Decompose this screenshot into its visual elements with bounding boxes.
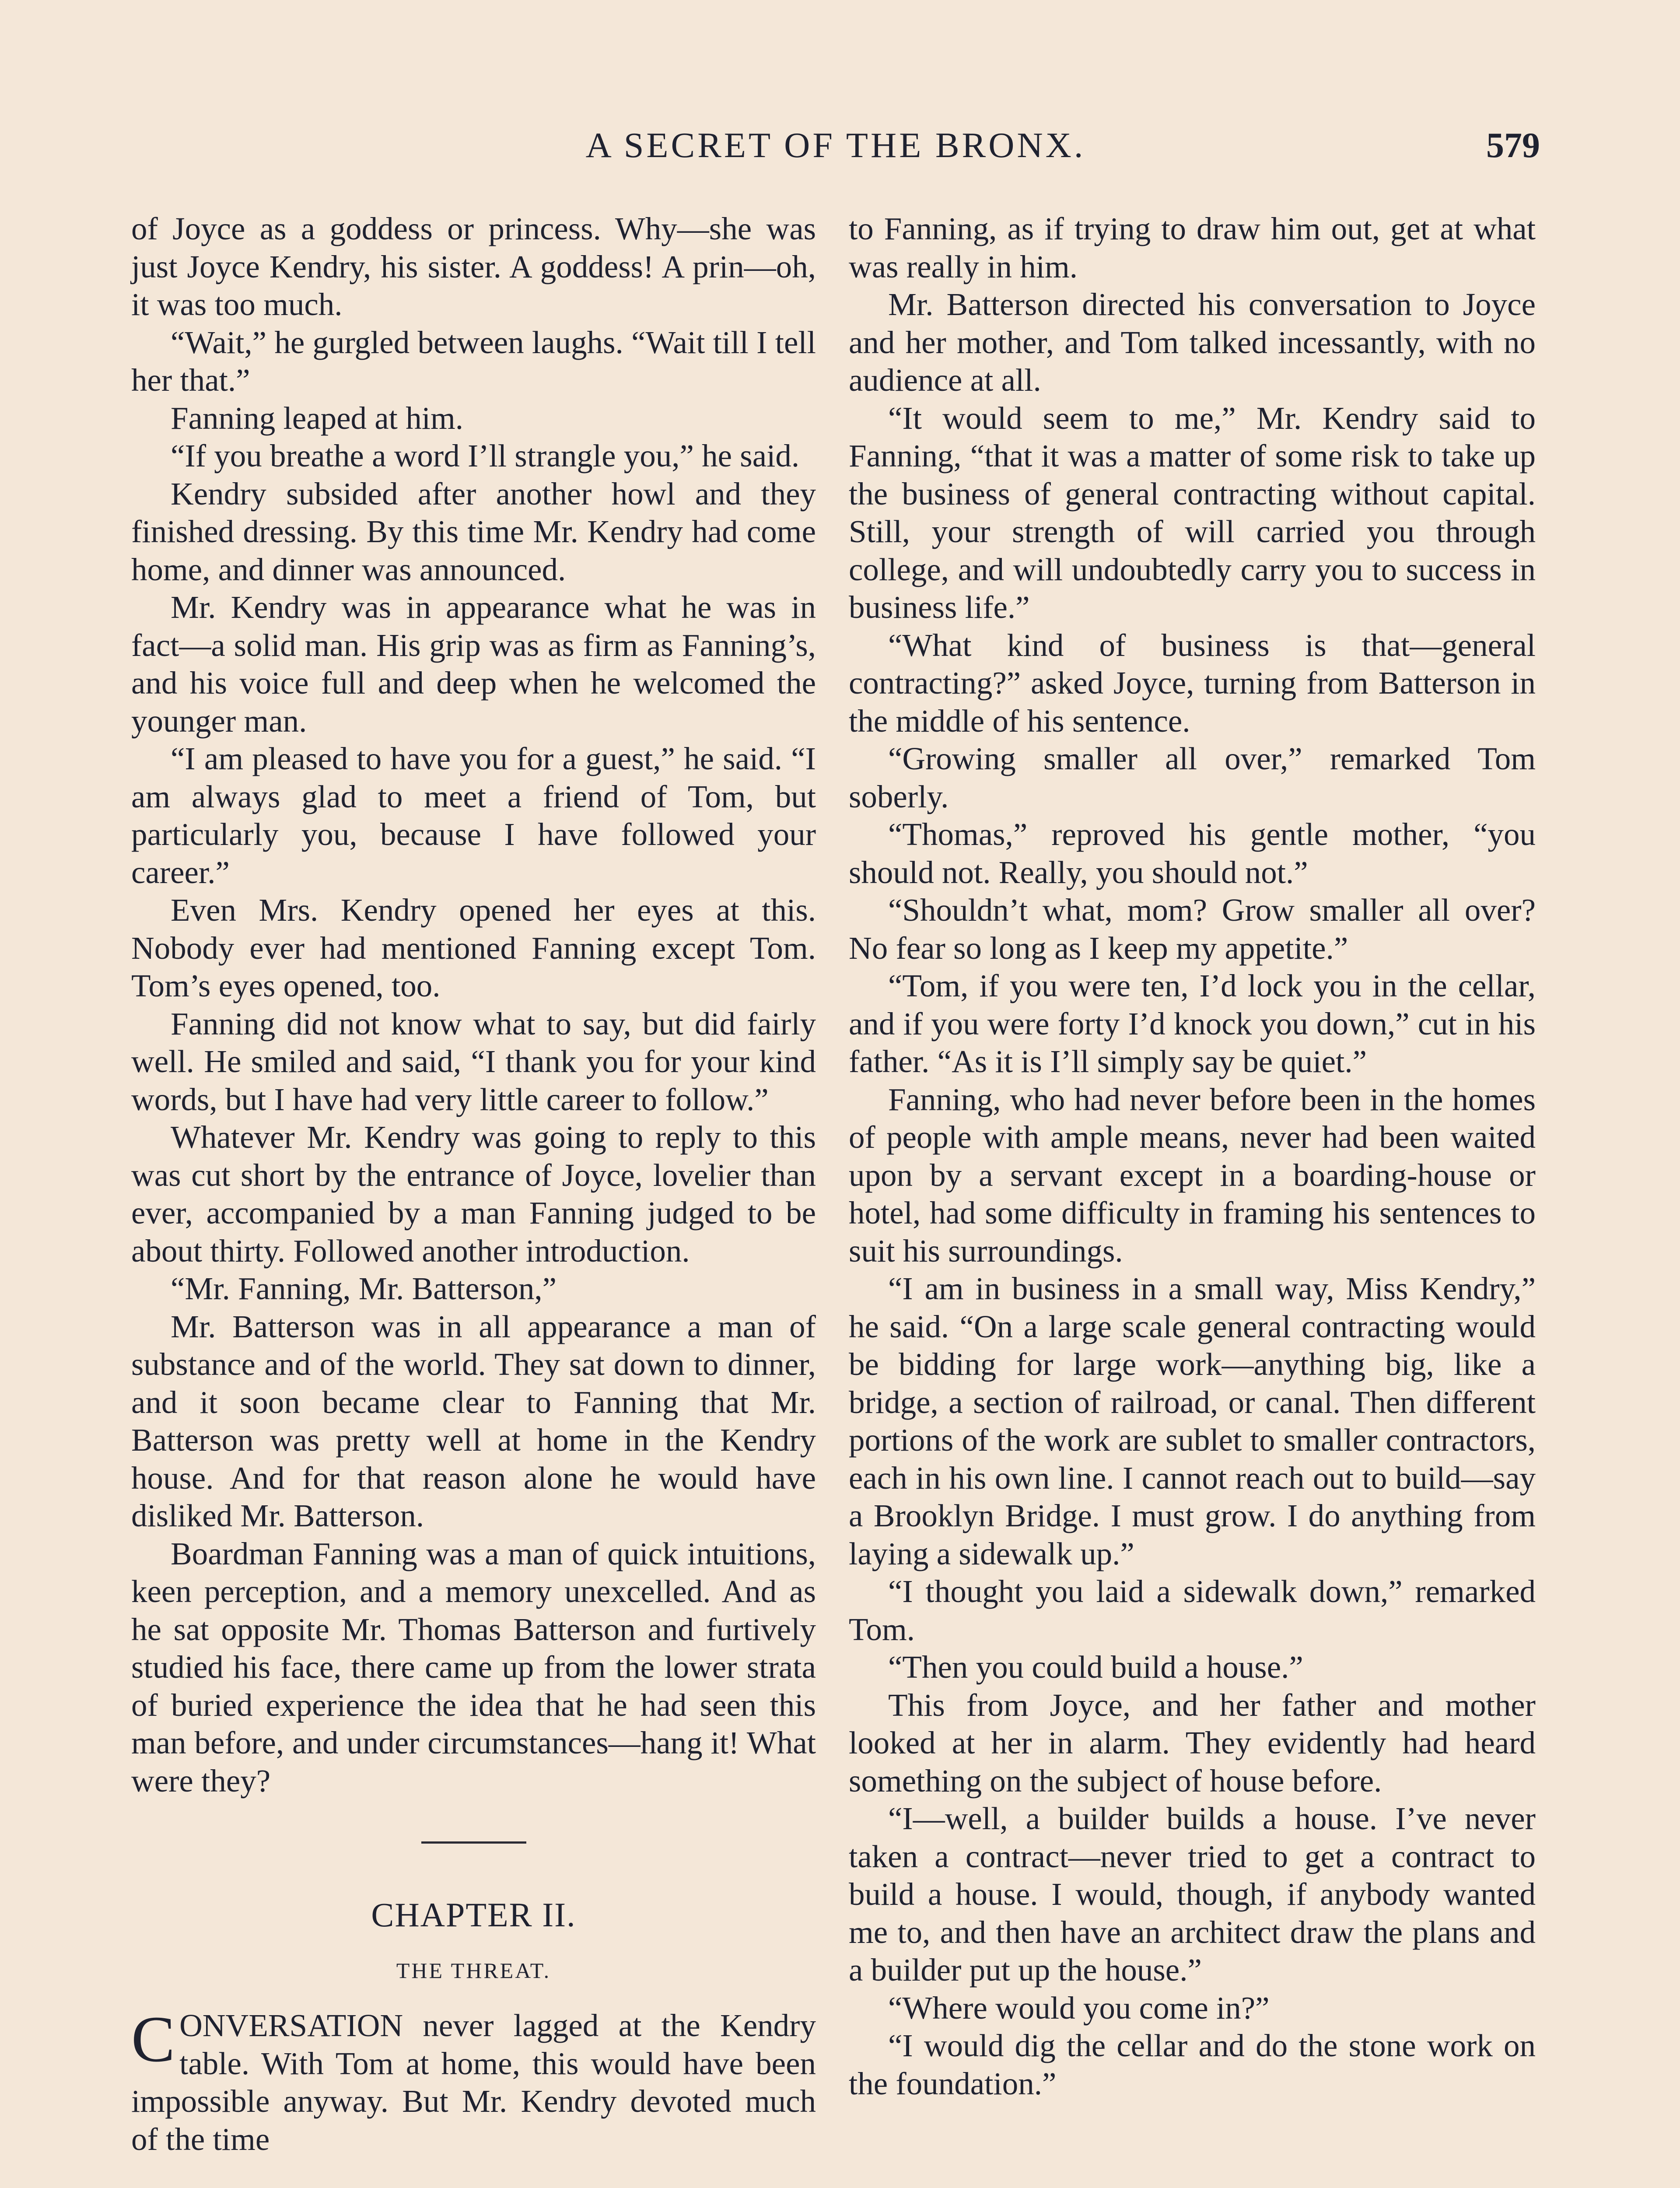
running-title: A SECRET OF THE BRONX. — [585, 125, 1086, 165]
body-paragraph: Fanning leaped at him. — [171, 400, 464, 436]
body-paragraph: Mr. Batterson was in all appearance a man of substance and of the world. They sat down to dinner, and it soon became clear to Fanning that Mr. Batterson was pretty well at home in the Kendry house. And for that reason alone he would have disliked Mr. Batterson. — [131, 1308, 816, 1533]
right-column — [849, 210, 1536, 2103]
body-paragraph: “I am in business in a small way, Miss Kendry,” he said. “On a large scale general contracting would be bidding for large work—anything big, like a bridge, a section of railroad, or canal. Then different portions of the work are sublet to smaller contractors, each in his own line. I cannot reach out to build—say a Brooklyn Bridge. I must grow. I do anything from laying a sidewalk up.” — [849, 1271, 1536, 1571]
body-paragraph: “Where would you come in?” — [888, 1990, 1270, 2026]
section-divider — [421, 1841, 526, 1844]
body-paragraph: Mr. Batterson directed his conversation to Joyce and her mother, and Tom talked incessantly, with no audience at all. — [849, 287, 1536, 398]
left-column — [131, 210, 816, 2158]
chapter-opening-text: ONVERSATION never lagged at the Kendry table. With Tom at home, this would have been impossible anyway. But Mr. Kendry devoted much of the time — [131, 2008, 816, 2157]
body-paragraph: Kendry subsided after another howl and they finished dressing. By this time Mr. Kendry had come home, and dinner was announced. — [131, 476, 816, 587]
body-paragraph: “Then you could build a house.” — [888, 1649, 1303, 1685]
body-paragraph: “Wait,” he gurgled between laughs. “Wait till I tell her that.” — [131, 324, 816, 398]
body-paragraph: Fanning, who had never before been in the homes of people with ample means, never had been waited upon by a servant except in a boarding-house or hotel, had some difficulty in framing his sentences to suit his surroundings. — [849, 1081, 1536, 1269]
body-paragraph: “Mr. Fanning, Mr. Batterson,” — [171, 1271, 556, 1306]
body-paragraph: Whatever Mr. Kendry was going to reply to this was cut short by the entrance of Joyce, lovelier than ever, accompanied by a man Fanning judged to be about thirty. Followed another introduction. — [131, 1119, 816, 1269]
body-paragraph: Even Mrs. Kendry opened her eyes at this. Nobody ever had mentioned Fanning except Tom. Tom’s eyes opened, too. — [131, 892, 816, 1003]
body-paragraph: “I thought you laid a sidewalk down,” remarked Tom. — [849, 1574, 1536, 1647]
drop-cap: C — [131, 2003, 175, 2076]
body-paragraph: This from Joyce, and her father and mother looked at her in alarm. They evidently had heard something on the subject of house before. — [849, 1687, 1536, 1799]
chapter-title: CHAPTER II. — [371, 1896, 576, 1934]
body-paragraph: Mr. Kendry was in appearance what he was in fact—a solid man. His grip was as firm as Fanning’s, and his voice full and deep when he welcomed the younger man. — [131, 589, 816, 739]
chapter-opening-paragraph — [131, 2003, 816, 2158]
body-paragraph: “If you breathe a word I’ll strangle you,” he said. — [171, 438, 800, 473]
body-paragraph: of Joyce as a goddess or princess. Why—she was just Joyce Kendry, his sister. A goddess! A prin—oh, it was too much. — [131, 211, 816, 322]
chapter-subtitle: THE THREAT. — [396, 1958, 551, 1983]
page-number: 579 — [1486, 125, 1540, 165]
body-paragraph: “I am pleased to have you for a guest,” he said. “I am always glad to meet a friend of Tom, but particularly you, because I have followed your career.” — [131, 741, 816, 890]
body-paragraph: “Thomas,” reproved his gentle mother, “you should not. Really, you should not.” — [849, 817, 1536, 890]
body-paragraph: “I—well, a builder builds a house. I’ve never taken a contract—never tried to get a contract to build a house. I would, though, if anybody wanted me to, and then have an architect draw the plans and a builder put up the house.” — [849, 1801, 1536, 1988]
body-paragraph: “Growing smaller all over,” remarked Tom soberly. — [849, 741, 1536, 814]
body-paragraph: “What kind of business is that—general contracting?” asked Joyce, turning from Batterson in the middle of his sentence. — [849, 627, 1536, 739]
body-paragraph: “Tom, if you were ten, I’d lock you in the cellar, and if you were forty I’d knock you down,” cut in his father. “As it is I’ll simply say be quiet.” — [849, 968, 1536, 1079]
body-paragraph: Boardman Fanning was a man of quick intuitions, keen perception, and a memory unexcelled. And as he sat opposite Mr. Thomas Batterson and furtively studied his face, there came up from the lower strata of buried experience the idea that he had seen this man before, and under circumstances—hang it! What were they? — [131, 1536, 816, 1799]
page-header — [131, 125, 1540, 177]
body-paragraph: Fanning did not know what to say, but did fairly well. He smiled and said, “I thank you for your kind words, but I have had very little career to follow.” — [131, 1006, 816, 1117]
body-paragraph: to Fanning, as if trying to draw him out, get at what was really in him. — [849, 211, 1536, 284]
body-paragraph: “Shouldn’t what, mom? Grow smaller all over? No fear so long as I keep my appetite.” — [849, 892, 1536, 966]
body-paragraph: “It would seem to me,” Mr. Kendry said to Fanning, “that it was a matter of some risk to take up the business of general contracting without capital. Still, your strength of will carried you through college, and will undoubtedly carry you to success in business life.” — [849, 400, 1536, 625]
body-paragraph: “I would dig the cellar and do the stone work on the foundation.” — [849, 2028, 1536, 2101]
